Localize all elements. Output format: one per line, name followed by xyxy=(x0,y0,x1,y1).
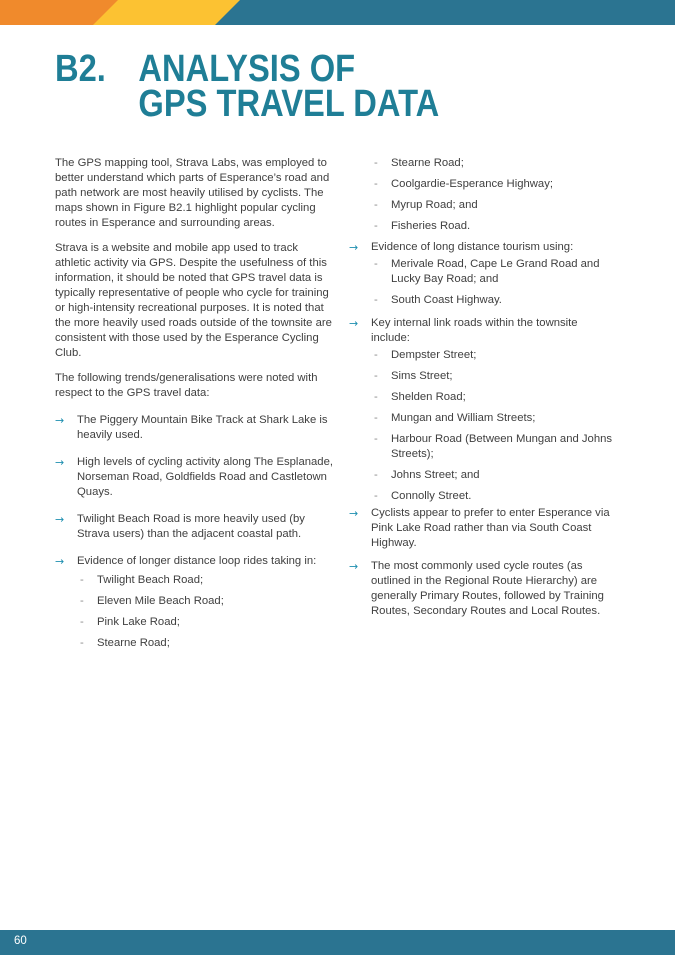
sub-item-text: Stearne Road; xyxy=(391,157,464,169)
header-band-graphic xyxy=(0,0,675,25)
dash-icon: - xyxy=(80,637,84,649)
sub-item xyxy=(349,198,619,213)
arrow-right-icon: → xyxy=(55,456,65,469)
bullet-text: High levels of cycling activity along The Esplanade, Norseman Road, Goldfields Road and Castletown Quays. xyxy=(77,456,333,498)
sub-item-text: Myrup Road; and xyxy=(391,199,478,211)
sub-item xyxy=(55,615,333,630)
page-title xyxy=(55,48,502,125)
sub-item xyxy=(349,257,619,287)
sub-item-text: Shelden Road; xyxy=(391,391,466,403)
dash-icon: - xyxy=(80,574,84,586)
bullet-text: Twilight Beach Road is more heavily used (by Strava users) than the adjacent coastal path. xyxy=(77,513,305,540)
dash-icon: - xyxy=(374,199,378,211)
sub-item xyxy=(349,177,619,192)
arrow-right-icon: → xyxy=(55,555,65,568)
dash-icon: - xyxy=(80,595,84,607)
dash-icon: - xyxy=(374,469,378,481)
sub-item-text: Merivale Road, Cape Le Grand Road and Lucky Bay Road; and xyxy=(391,258,600,285)
arrow-right-icon: → xyxy=(55,414,65,427)
arrow-right-icon: → xyxy=(55,513,65,526)
bullet-item xyxy=(55,512,333,542)
dash-icon: - xyxy=(374,370,378,382)
dash-icon: - xyxy=(374,220,378,232)
sub-item xyxy=(349,348,619,363)
sub-item-text: Connolly Street. xyxy=(391,490,472,502)
sub-item xyxy=(55,636,333,651)
sub-item-text: Harbour Road (Between Mungan and Johns Streets); xyxy=(391,433,613,460)
sub-item-text: Johns Street; and xyxy=(391,469,480,481)
header-band xyxy=(0,0,675,25)
dash-icon: - xyxy=(374,433,378,445)
sub-item xyxy=(349,219,619,234)
dash-icon: - xyxy=(374,157,378,169)
bullet-text: Cyclists appear to prefer to enter Esperance via Pink Lake Road rather than via South Coast Highway. xyxy=(371,507,610,549)
arrow-right-icon: → xyxy=(349,560,359,573)
dash-icon: - xyxy=(374,391,378,403)
sub-item-text: Twilight Beach Road; xyxy=(97,574,204,586)
sub-item xyxy=(349,432,619,462)
paragraph: The GPS mapping tool, Strava Labs, was employed to better understand which parts of Esperance’s road and path network are most heavily utilised by cyclists. The maps shown in Figure B2.1 highlight popular cycling routes in Esperance and surrounding areas. xyxy=(55,157,330,229)
sub-item xyxy=(349,489,619,504)
arrow-right-icon: → xyxy=(349,241,359,254)
paragraph: The following trends/generalisations were noted with respect to the GPS travel data: xyxy=(55,372,318,399)
sub-item-text: Dempster Street; xyxy=(391,349,477,361)
sub-item-text: Mungan and William Streets; xyxy=(391,412,536,424)
bullet-text: Evidence of long distance tourism using: xyxy=(371,241,574,253)
sub-item-text: Sims Street; xyxy=(391,370,453,382)
dash-icon: - xyxy=(374,349,378,361)
left-column xyxy=(55,156,333,657)
section-number: B2. xyxy=(55,48,106,90)
dash-icon: - xyxy=(374,294,378,306)
sub-item xyxy=(349,411,619,426)
bullet-text: Evidence of longer distance loop rides taking in: xyxy=(77,555,317,567)
sub-item xyxy=(349,390,619,405)
right-column xyxy=(349,156,619,627)
paragraph: Strava is a website and mobile app used to track athletic activity via GPS. Despite the usefulness of this information, it should be noted that GPS travel data is typically representative of people who cycle for training or high-intensity recreational purposes. It is noted that the more heavily used roads outside of the townsite are consistent with those used by the Esperance Cycling Club. xyxy=(55,242,332,359)
bullet-text: Key internal link roads within the townsite include: xyxy=(371,317,578,344)
sub-item-text: Coolgardie-Esperance Highway; xyxy=(391,178,554,190)
footer-band xyxy=(0,930,675,955)
sub-item-text: Stearne Road; xyxy=(97,637,170,649)
page-number: 60 xyxy=(14,935,27,947)
sub-item-text: South Coast Highway. xyxy=(391,294,502,306)
bullet-item xyxy=(349,506,619,551)
sub-item xyxy=(349,468,619,483)
sub-item-text: Fisheries Road. xyxy=(391,220,471,232)
arrow-right-icon: → xyxy=(349,507,359,520)
sub-item-text: Pink Lake Road; xyxy=(97,616,180,628)
dash-icon: - xyxy=(374,258,378,270)
bullet-item xyxy=(349,240,619,255)
bullet-item xyxy=(55,455,333,500)
dash-icon: - xyxy=(374,412,378,424)
bullet-item xyxy=(349,559,619,619)
bullet-text: The most commonly used cycle routes (as outlined in the Regional Route Hierarchy) are generally Primary Routes, followed by Training Routes, Secondary Routes and Local Routes. xyxy=(371,560,604,617)
dash-icon: - xyxy=(374,490,378,502)
arrow-right-icon: → xyxy=(349,317,359,330)
sub-item-text: Eleven Mile Beach Road; xyxy=(97,595,224,607)
sub-item xyxy=(55,594,333,609)
dash-icon: - xyxy=(80,616,84,628)
sub-item xyxy=(349,293,619,308)
bullet-item xyxy=(55,554,333,569)
bullet-item xyxy=(55,413,333,443)
sub-item xyxy=(349,156,619,171)
title-line-1: ANALYSIS OF xyxy=(138,48,356,90)
bullet-item xyxy=(349,316,619,346)
sub-item xyxy=(55,573,333,588)
sub-item xyxy=(349,369,619,384)
dash-icon: - xyxy=(374,178,378,190)
title-line-2: GPS TRAVEL DATA xyxy=(138,83,440,125)
bullet-text: The Piggery Mountain Bike Track at Shark Lake is heavily used. xyxy=(77,414,328,441)
